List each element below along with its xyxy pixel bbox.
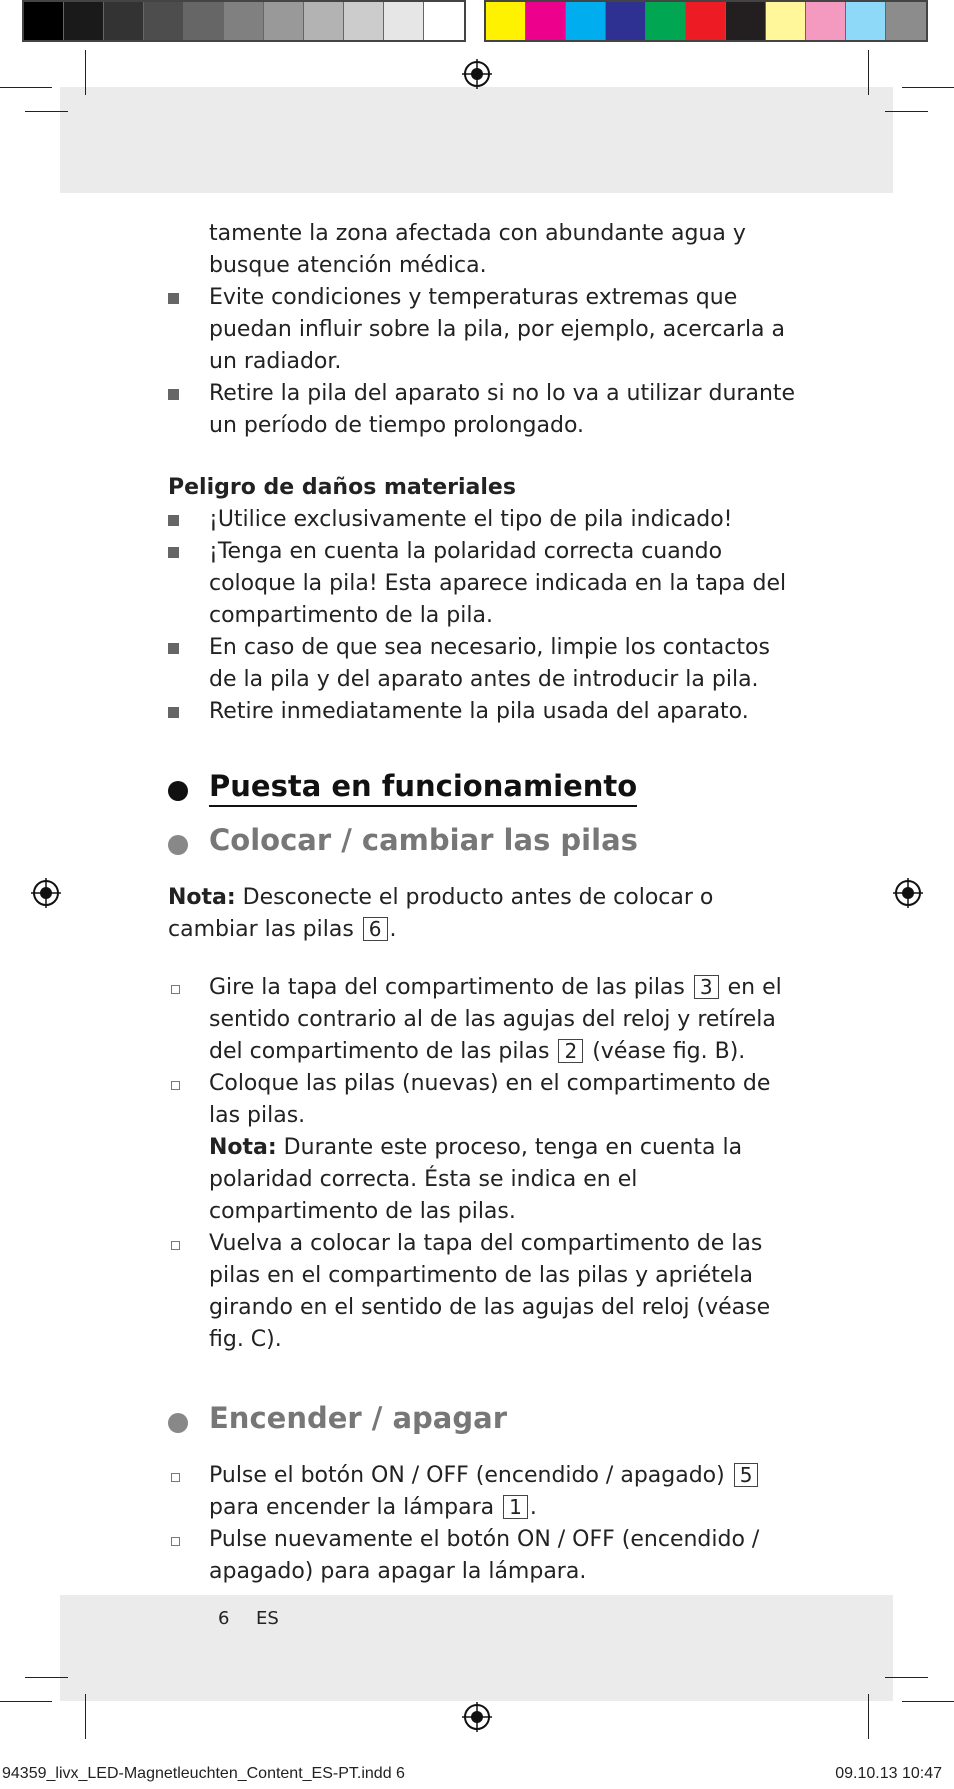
- crop-mark: [85, 1694, 86, 1739]
- grayscale-color-bar: [22, 0, 466, 42]
- process-color-bar: [484, 0, 928, 42]
- crop-mark: [25, 1677, 68, 1678]
- color-swatch: [806, 2, 846, 40]
- on-off-steps: [168, 1460, 798, 1588]
- page-content: [168, 218, 798, 1588]
- slug-date: 09.10.13 10:47: [835, 1765, 942, 1782]
- color-swatch: [646, 2, 686, 40]
- registration-mark-icon: [893, 878, 923, 908]
- danger-list: [168, 504, 798, 728]
- square-bullet-icon: [168, 707, 179, 718]
- list-item: Pulse el botón ON / OFF (encendido / apagado) 5 para encender la lámpara 1 .: [168, 1460, 798, 1524]
- color-swatch: [304, 2, 344, 40]
- crop-mark: [868, 50, 869, 95]
- square-bullet-icon: [168, 293, 179, 304]
- crop-mark: [85, 50, 86, 95]
- square-bullet-icon: [168, 515, 179, 526]
- ref-number: 5: [734, 1463, 759, 1487]
- color-swatch: [886, 2, 926, 40]
- list-item: Coloque las pilas (nuevas) en el compartimento de las pilas. Nota: Durante este proceso, tenga en cuenta la polaridad correcta. Ésta se indica en el compartimento de las pilas.: [168, 1068, 798, 1228]
- crop-mark: [25, 111, 68, 112]
- crop-mark: [885, 1677, 928, 1678]
- color-swatch: [104, 2, 144, 40]
- color-swatch: [184, 2, 224, 40]
- list-item: En caso de que sea necesario, limpie los contactos de la pila y del aparato antes de introducir la pila.: [168, 632, 798, 696]
- color-swatch: [526, 2, 566, 40]
- color-swatch: [224, 2, 264, 40]
- language-code: ES: [256, 1608, 279, 1629]
- bullet-dot-icon: [168, 835, 188, 855]
- list-item: Retire la pila del aparato si no lo va a utilizar durante un período de tiempo prolongado.: [168, 378, 798, 442]
- checkbox-bullet-icon: [171, 1081, 180, 1090]
- warning-list: [168, 282, 798, 442]
- checkbox-bullet-icon: [171, 985, 180, 994]
- bullet-dot-icon: [168, 781, 188, 801]
- registration-mark-icon: [462, 59, 492, 89]
- continuation-text: tamente la zona afectada con abundante agua y busque atención médica.: [209, 221, 746, 278]
- crop-mark: [902, 1701, 954, 1702]
- page-number: 6: [218, 1608, 230, 1629]
- crop-mark: [0, 87, 52, 88]
- square-bullet-icon: [168, 643, 179, 654]
- square-bullet-icon: [168, 547, 179, 558]
- slug-filename: 94359_livx_LED-Magnetleuchten_Content_ES-PT.indd 6: [2, 1765, 405, 1782]
- color-swatch: [144, 2, 184, 40]
- crop-mark: [868, 1694, 869, 1739]
- color-swatch: [846, 2, 886, 40]
- list-item: Gire la tapa del compartimento de las pilas 3 en el sentido contrario al de las agujas del reloj y retírela del compartimento de las pilas 2 (véase fig. B).: [168, 972, 798, 1068]
- ref-number: 1: [503, 1495, 528, 1519]
- color-swatch: [264, 2, 304, 40]
- registration-mark-icon: [31, 878, 61, 908]
- ref-number: 2: [558, 1039, 583, 1063]
- list-item: Retire inmediatamente la pila usada del aparato.: [168, 696, 798, 728]
- list-item: Vuelva a colocar la tapa del compartimento de las pilas en el compartimento de las pilas y apriétela girando en el sentido de las agujas del reloj (véase fig. C).: [168, 1228, 798, 1356]
- battery-steps: [168, 972, 798, 1356]
- color-swatch: [686, 2, 726, 40]
- square-bullet-icon: [168, 389, 179, 400]
- footer-band: [60, 1595, 893, 1701]
- color-swatch: [24, 2, 64, 40]
- checkbox-bullet-icon: [171, 1241, 180, 1250]
- list-item: Evite condiciones y temperaturas extremas que puedan influir sobre la pila, por ejemplo, acercarla a un radiador.: [168, 282, 798, 378]
- color-swatch: [424, 2, 464, 40]
- color-swatch: [344, 2, 384, 40]
- ref-number: 6: [363, 917, 388, 941]
- crop-mark: [885, 111, 928, 112]
- registration-mark-icon: [462, 1702, 492, 1732]
- color-swatch: [486, 2, 526, 40]
- ref-number: 3: [694, 975, 719, 999]
- section-heading-on-off: Encender / apagar: [168, 1402, 798, 1434]
- color-swatch: [606, 2, 646, 40]
- section-heading-operation: Puesta en funcionamiento: [168, 770, 798, 802]
- color-swatch: [64, 2, 104, 40]
- danger-heading: Peligro de daños materiales: [168, 475, 516, 500]
- checkbox-bullet-icon: [171, 1537, 180, 1546]
- section-heading-batteries: Colocar / cambiar las pilas: [168, 824, 798, 856]
- header-band: [60, 87, 893, 193]
- crop-mark: [0, 1701, 52, 1702]
- crop-mark: [902, 87, 954, 88]
- checkbox-bullet-icon: [171, 1473, 180, 1482]
- list-item: ¡Tenga en cuenta la polaridad correcta cuando coloque la pila! Esta aparece indicada en la tapa del compartimento de la pila.: [168, 536, 798, 632]
- list-item: ¡Utilice exclusivamente el tipo de pila indicado!: [168, 504, 798, 536]
- color-swatch: [766, 2, 806, 40]
- list-item: Pulse nuevamente el botón ON / OFF (encendido / apagado) para apagar la lámpara.: [168, 1524, 798, 1588]
- battery-note: Nota: Desconecte el producto antes de colocar o cambiar las pilas 6 .: [168, 885, 714, 942]
- color-swatch: [726, 2, 766, 40]
- color-swatch: [384, 2, 424, 40]
- bullet-dot-icon: [168, 1413, 188, 1433]
- color-swatch: [566, 2, 606, 40]
